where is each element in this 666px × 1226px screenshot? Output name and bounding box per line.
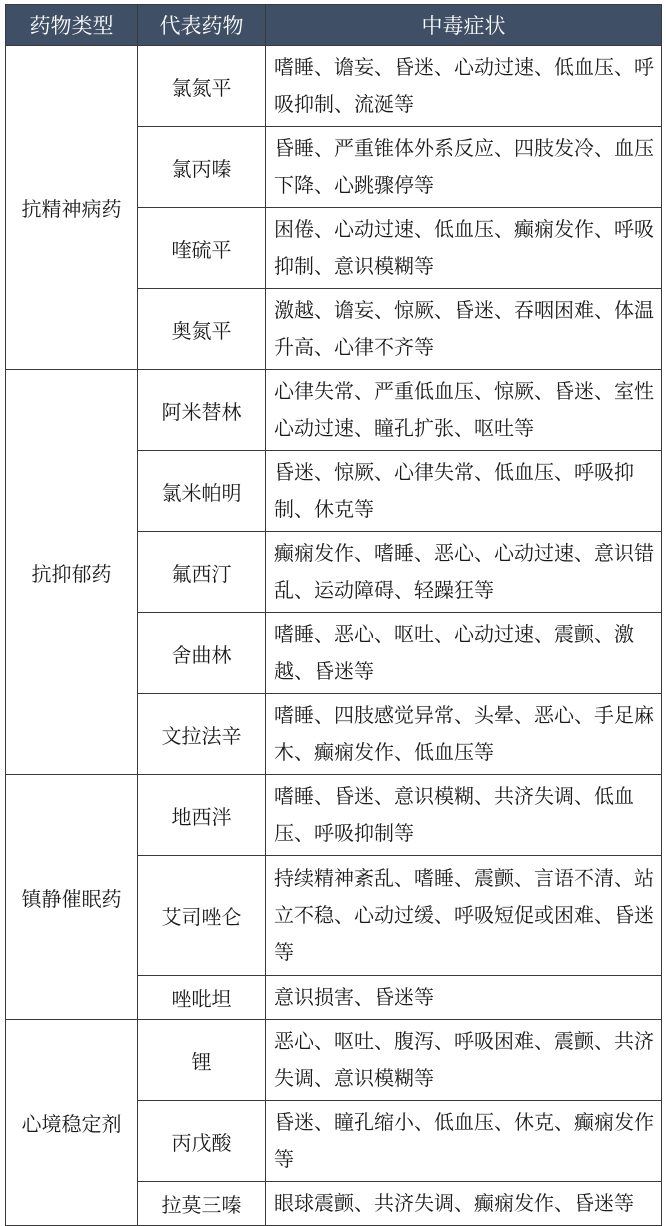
symptoms-cell: 嗜睡、昏迷、意识模糊、共济失调、低血压、呼吸抑制等 xyxy=(266,775,662,856)
table-row xyxy=(6,1020,662,1101)
symptoms-cell: 激越、谵妄、惊厥、昏迷、吞咽困难、体温升高、心律不齐等 xyxy=(266,289,662,370)
drug-name-cell: 氯米帕明 xyxy=(138,451,266,532)
header-drug-type: 药物类型 xyxy=(6,5,138,46)
drug-name-cell: 锂 xyxy=(138,1020,266,1101)
table-row xyxy=(6,775,662,856)
drug-name-cell: 拉莫三嗪 xyxy=(138,1182,266,1226)
symptoms-cell: 昏睡、严重锥体外系反应、四肢发冷、血压下降、心跳骤停等 xyxy=(266,127,662,208)
header-poisoning-symptoms: 中毒症状 xyxy=(266,5,662,46)
header-representative-drug: 代表药物 xyxy=(138,5,266,46)
drug-name-cell: 氯丙嗪 xyxy=(138,127,266,208)
drug-name-cell: 文拉法辛 xyxy=(138,694,266,775)
symptoms-cell: 昏迷、瞳孔缩小、低血压、休克、癫痫发作等 xyxy=(266,1101,662,1182)
drug-name-cell: 地西泮 xyxy=(138,775,266,856)
symptoms-cell: 癫痫发作、嗜睡、恶心、心动过速、意识错乱、运动障碍、轻躁狂等 xyxy=(266,532,662,613)
drug-name-cell: 唑吡坦 xyxy=(138,976,266,1020)
drug-name-cell: 氯氮平 xyxy=(138,46,266,127)
drug-name-cell: 舍曲林 xyxy=(138,613,266,694)
drug-type-cell: 镇静催眠药 xyxy=(6,775,138,1020)
drug-name-cell: 氟西汀 xyxy=(138,532,266,613)
drug-toxicity-table xyxy=(5,4,662,1226)
symptoms-cell: 昏迷、惊厥、心律失常、低血压、呼吸抑制、休克等 xyxy=(266,451,662,532)
symptoms-cell: 嗜睡、恶心、呕吐、心动过速、震颤、激越、昏迷等 xyxy=(266,613,662,694)
symptoms-cell: 眼球震颤、共济失调、癫痫发作、昏迷等 xyxy=(266,1182,662,1226)
drug-name-cell: 阿米替林 xyxy=(138,370,266,451)
drug-name-cell: 丙戊酸 xyxy=(138,1101,266,1182)
table-row xyxy=(6,370,662,451)
symptoms-cell: 持续精神紊乱、嗜睡、震颤、言语不清、站立不稳、心动过缓、呼吸短促或困难、昏迷等 xyxy=(266,856,662,976)
drug-type-cell: 抗抑郁药 xyxy=(6,370,138,775)
symptoms-cell: 心律失常、严重低血压、惊厥、昏迷、室性心动过速、瞳孔扩张、呕吐等 xyxy=(266,370,662,451)
drug-type-cell: 抗精神病药 xyxy=(6,46,138,370)
header-row xyxy=(6,5,662,46)
table-row xyxy=(6,46,662,127)
symptoms-cell: 嗜睡、四肢感觉异常、头晕、恶心、手足麻木、癫痫发作、低血压等 xyxy=(266,694,662,775)
symptoms-cell: 意识损害、昏迷等 xyxy=(266,976,662,1020)
symptoms-cell: 嗜睡、谵妄、昏迷、心动过速、低血压、呼吸抑制、流涎等 xyxy=(266,46,662,127)
drug-type-cell: 心境稳定剂 xyxy=(6,1020,138,1226)
drug-name-cell: 艾司唑仑 xyxy=(138,856,266,976)
drug-name-cell: 喹硫平 xyxy=(138,208,266,289)
symptoms-cell: 困倦、心动过速、低血压、癫痫发作、呼吸抑制、意识模糊等 xyxy=(266,208,662,289)
drug-name-cell: 奥氮平 xyxy=(138,289,266,370)
symptoms-cell: 恶心、呕吐、腹泻、呼吸困难、震颤、共济失调、意识模糊等 xyxy=(266,1020,662,1101)
